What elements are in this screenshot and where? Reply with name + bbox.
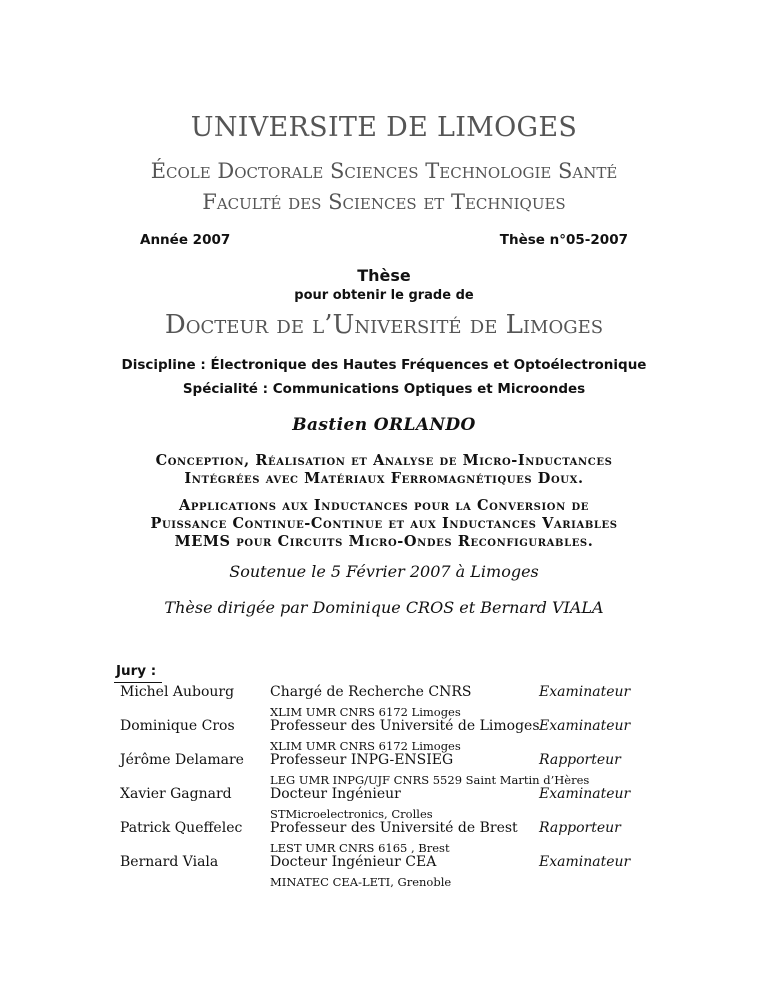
- doctoral-school: École Doctorale Sciences Technologie Santé: [150, 159, 618, 183]
- jury-member-title: Docteur Ingénieur CEA: [270, 854, 437, 870]
- specialite: Spécialité : Communications Optiques et Microondes: [182, 381, 586, 397]
- jury-member-role: Rapporteur: [539, 820, 621, 836]
- defense-date: Soutenue le 5 Février 2007 à Limoges: [229, 562, 539, 581]
- these-heading: Thèse: [357, 266, 411, 285]
- jury-member-title: Professeur des Université de Brest: [270, 820, 518, 836]
- jury-member-role: Examinateur: [539, 684, 631, 700]
- jury-member-affiliation: LEST UMR CNRS 6165 , Brest: [270, 841, 450, 855]
- thesis-title-line: Puissance Continue-Continue et aux Inductances Variables: [150, 515, 618, 532]
- jury-member-affiliation: STMicroelectronics, Crolles: [270, 807, 433, 821]
- jury-member-title: Docteur Ingénieur: [270, 786, 401, 802]
- jury-label: Jury :: [116, 663, 157, 679]
- author-name: Bastien ORLANDO: [292, 415, 476, 435]
- jury-member-name: Patrick Queffelec: [120, 820, 243, 836]
- jury-member-title: Professeur INPG-ENSIEG: [270, 752, 454, 768]
- jury-member-title: Professeur des Université de Limoges: [270, 718, 540, 734]
- jury-member-affiliation: LEG UMR INPG/UJF CNRS 5529 Saint Martin d’Hères: [270, 773, 590, 787]
- university-name: UNIVERSITE DE LIMOGES: [190, 112, 578, 143]
- thesis-number: Thèse n°05-2007: [499, 232, 628, 248]
- jury-member-role: Examinateur: [539, 718, 631, 734]
- jury-member-role: Rapporteur: [539, 752, 621, 768]
- jury-member-affiliation: XLIM UMR CNRS 6172 Limoges: [270, 705, 461, 719]
- thesis-title-line: Conception, Réalisation et Analyse de Micro-Inductances: [155, 452, 613, 469]
- jury-member-name: Michel Aubourg: [120, 684, 235, 700]
- thesis-title-line: Applications aux Inductances pour la Conversion de: [179, 497, 589, 514]
- jury-underline: [114, 682, 162, 683]
- thesis-title-line: Intégrées avec Matériaux Ferromagnétiques Doux.: [184, 470, 584, 487]
- jury-member-affiliation: XLIM UMR CNRS 6172 Limoges: [270, 739, 461, 753]
- jury-member-name: Bernard Viala: [120, 854, 219, 870]
- discipline: Discipline : Électronique des Hautes Fréquences et Optoélectronique: [121, 357, 647, 373]
- jury-member-role: Examinateur: [539, 786, 631, 802]
- jury-member-name: Xavier Gagnard: [120, 786, 232, 802]
- degree-title: Docteur de l’Université de Limoges: [164, 310, 604, 340]
- degree-purpose: pour obtenir le grade de: [294, 288, 474, 303]
- supervisors: Thèse dirigée par Dominique CROS et Bernard VIALA: [164, 598, 604, 617]
- jury-member-title: Chargé de Recherche CNRS: [270, 684, 472, 700]
- faculty: Faculté des Sciences et Techniques: [202, 190, 566, 214]
- jury-member-name: Jérôme Delamare: [120, 752, 244, 768]
- thesis-title-line: MEMS pour Circuits Micro-Ondes Reconfigurables.: [174, 533, 594, 550]
- jury-member-role: Examinateur: [539, 854, 631, 870]
- jury-member-name: Dominique Cros: [120, 718, 235, 734]
- jury-member-affiliation: MINATEC CEA-LETI, Grenoble: [270, 875, 452, 889]
- year: Année 2007: [140, 232, 231, 248]
